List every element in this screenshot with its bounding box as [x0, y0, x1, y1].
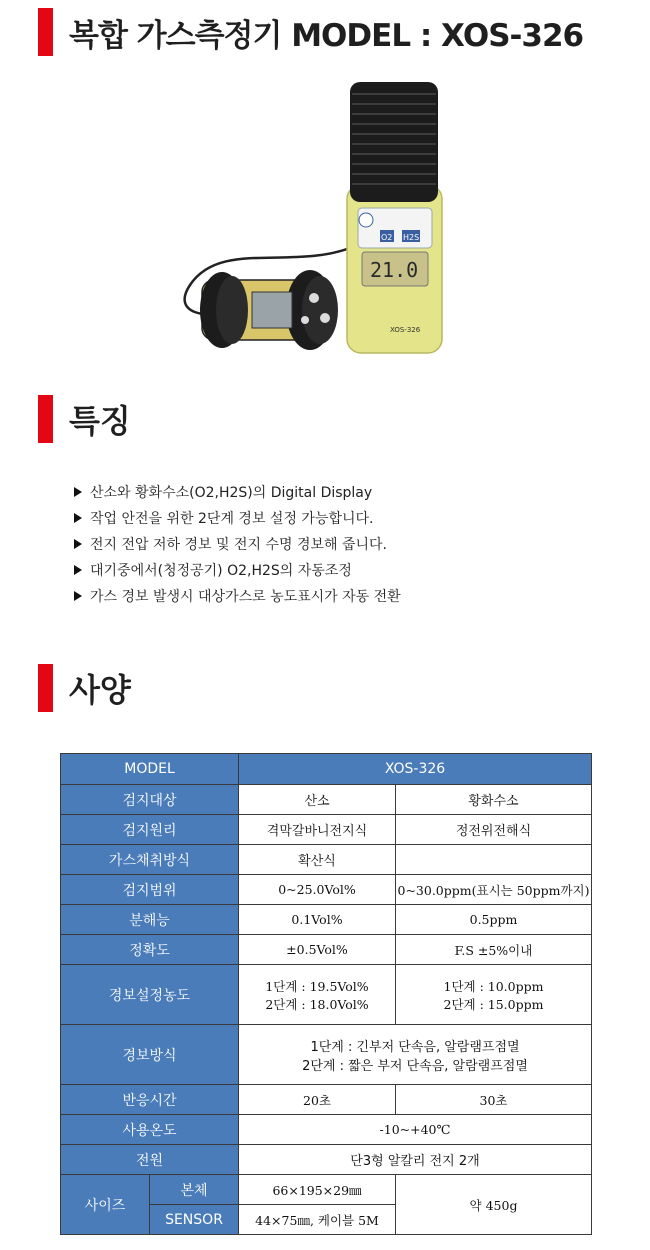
- features-heading: [38, 395, 131, 443]
- resolution-label: 분해능: [61, 905, 239, 935]
- table-row: [61, 785, 592, 815]
- model-value: XOS-326: [239, 754, 592, 785]
- remote-sensor-probe: [200, 270, 338, 350]
- principle-o2: 격막갈바니전지식: [239, 815, 396, 845]
- feature-text: 전지 전압 저하 경보 및 전지 수명 경보해 줍니다.: [90, 537, 388, 553]
- title-accent-bar: [38, 8, 53, 56]
- accuracy-o2: ±0.5Vol%: [239, 935, 396, 965]
- alarm-setting-h2s-stage2: 2단계 : 15.0ppm: [443, 996, 544, 1012]
- table-row: [61, 1025, 592, 1085]
- alarm-setting-o2-stage2: 2단계 : 18.0Vol%: [265, 996, 369, 1012]
- features-list: [74, 480, 401, 610]
- size-sensor-value: 44×75㎜, 케이블 5M: [239, 1205, 396, 1235]
- bullet-triangle-icon: [74, 487, 82, 497]
- alarm-setting-o2: [239, 965, 396, 1025]
- model-label: MODEL: [61, 754, 239, 785]
- resolution-h2s: 0.5ppm: [396, 905, 592, 935]
- target-label: 검지대상: [61, 785, 239, 815]
- table-row: [61, 935, 592, 965]
- feature-text: 산소와 황화수소(O2,H2S)의 Digital Display: [90, 485, 373, 501]
- table-row: [61, 845, 592, 875]
- response-h2s: 30초: [396, 1085, 592, 1115]
- feature-text: 작업 안전을 위한 2단계 경보 설정 가능합니다.: [90, 511, 374, 527]
- table-row: [61, 875, 592, 905]
- feature-text: 대기중에서(청정공기) O2,H2S의 자동조정: [90, 563, 352, 579]
- feature-item: [74, 506, 401, 532]
- h2s-indicator-label: H2S: [403, 233, 420, 242]
- spec-accent-bar: [38, 664, 53, 712]
- features-title: 특징: [69, 402, 131, 440]
- device-model-badge: XOS-326: [390, 326, 421, 334]
- range-h2s: 0~30.0ppm(표시는 50ppm까지): [396, 875, 592, 905]
- response-o2: 20초: [239, 1085, 396, 1115]
- alarm-method-label: 경보방식: [61, 1025, 239, 1085]
- alarm-setting-label: 경보설정농도: [61, 965, 239, 1025]
- target-h2s: 황화수소: [396, 785, 592, 815]
- page-title-heading: [38, 8, 583, 56]
- size-sensor-label: SENSOR: [150, 1205, 239, 1235]
- sampling-label: 가스채취방식: [61, 845, 239, 875]
- sampling-h2s: [396, 845, 592, 875]
- power-label: 전원: [61, 1145, 239, 1175]
- alarm-method-stage1: 1단계 : 긴부저 단속음, 알람램프점멸: [310, 1039, 520, 1055]
- bullet-triangle-icon: [74, 591, 82, 601]
- feature-item: [74, 558, 401, 584]
- principle-label: 검지원리: [61, 815, 239, 845]
- accuracy-label: 정확도: [61, 935, 239, 965]
- alarm-method-value: [239, 1025, 592, 1085]
- accuracy-h2s: F.S ±5%이내: [396, 935, 592, 965]
- features-accent-bar: [38, 395, 53, 443]
- spec-table: [60, 753, 592, 1235]
- target-o2: 산소: [239, 785, 396, 815]
- table-row: [61, 1175, 592, 1205]
- resolution-o2: 0.1Vol%: [239, 905, 396, 935]
- feature-item: [74, 480, 401, 506]
- table-row: [61, 905, 592, 935]
- gas-detector-illustration: [140, 70, 500, 370]
- alarm-setting-h2s: [396, 965, 592, 1025]
- range-o2: 0~25.0Vol%: [239, 875, 396, 905]
- size-body-label: 본체: [150, 1175, 239, 1205]
- product-image: [140, 70, 500, 370]
- alarm-method-stage2: 2단계 : 짧은 부저 단속음, 알람램프점멸: [302, 1058, 528, 1074]
- table-row: [61, 965, 592, 1025]
- alarm-setting-o2-stage1: 1단계 : 19.5Vol%: [265, 978, 369, 994]
- spec-heading: [38, 664, 131, 712]
- size-body-value: 66×195×29㎜: [239, 1175, 396, 1205]
- range-label: 검지범위: [61, 875, 239, 905]
- table-row: [61, 815, 592, 845]
- response-label: 반응시간: [61, 1085, 239, 1115]
- page-title: 복합 가스측정기 MODEL : XOS-326: [69, 17, 584, 54]
- feature-item: [74, 584, 401, 610]
- bullet-triangle-icon: [74, 565, 82, 575]
- spec-title: 사양: [69, 671, 131, 709]
- principle-h2s: 정전위전해식: [396, 815, 592, 845]
- temperature-value: -10~+40℃: [239, 1115, 592, 1145]
- feature-item: [74, 532, 401, 558]
- table-row: [61, 1145, 592, 1175]
- device-logo-icon: [359, 213, 373, 227]
- bullet-triangle-icon: [74, 539, 82, 549]
- size-weight: 약 450g: [396, 1175, 592, 1235]
- bullet-triangle-icon: [74, 513, 82, 523]
- lcd-reading: 21.0: [370, 258, 419, 282]
- table-row: [61, 1115, 592, 1145]
- temperature-label: 사용온도: [61, 1115, 239, 1145]
- sampling-o2: 확산식: [239, 845, 396, 875]
- table-row: [61, 754, 592, 785]
- alarm-setting-h2s-stage1: 1단계 : 10.0ppm: [443, 978, 544, 994]
- feature-text: 가스 경보 발생시 대상가스로 농도표시가 자동 전환: [90, 589, 401, 605]
- table-row: [61, 1085, 592, 1115]
- o2-indicator-label: O2: [381, 233, 393, 242]
- size-label: 사이즈: [61, 1175, 150, 1235]
- power-value: 단3형 알칼리 전지 2개: [239, 1145, 592, 1175]
